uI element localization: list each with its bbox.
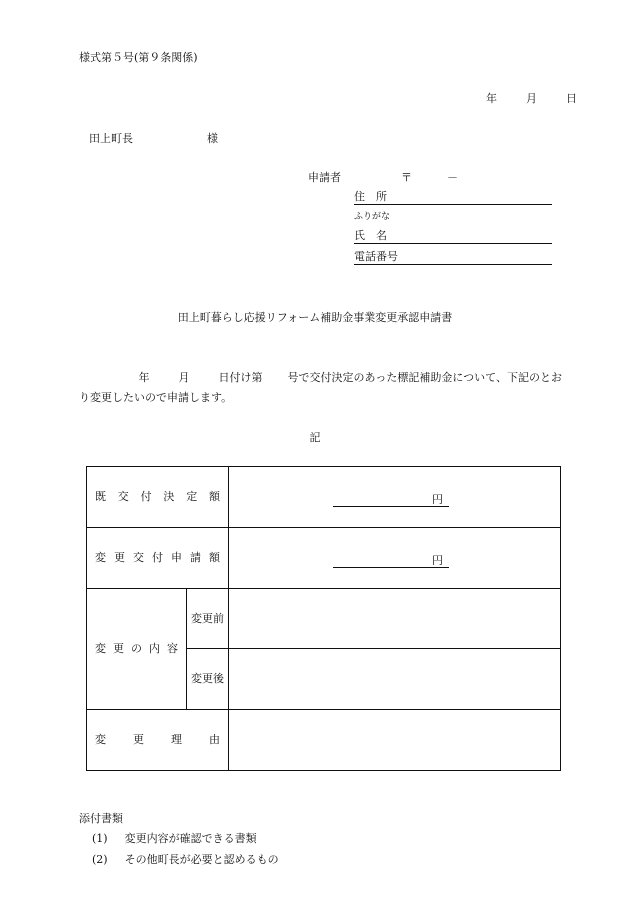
date-line <box>486 92 577 105</box>
phone-field[interactable] <box>354 250 552 265</box>
decided-amount-line <box>333 493 449 507</box>
change-after-label: 変更後 <box>187 649 229 710</box>
document-title: 田上町暮らし応援リフォーム補助金事業変更承認申請書 <box>177 311 453 324</box>
decided-amount-cell[interactable] <box>229 467 561 528</box>
body-month: 月 <box>178 371 190 384</box>
form-number: 様式第５号(第９条関係) <box>79 51 198 64</box>
body-year: 年 <box>138 371 150 384</box>
row-change-amount <box>87 528 561 589</box>
addressee-suffix: 様 <box>207 132 218 145</box>
date-month: 月 <box>526 92 537 105</box>
phone-label: 電話番号 <box>354 249 398 263</box>
applicant-label: 申請者 <box>308 171 341 184</box>
change-table <box>86 466 561 771</box>
change-amount-line <box>333 554 449 568</box>
attachment-num-2: (2) <box>92 853 108 866</box>
change-reason-cell[interactable] <box>229 710 561 771</box>
change-reason-label: 変 更 理 由 <box>87 710 229 771</box>
postal-mark: 〒 <box>401 171 412 184</box>
address-label: 住 所 <box>354 189 387 203</box>
yen-unit-2: 円 <box>432 554 443 567</box>
change-before-label: 変更前 <box>187 589 229 649</box>
attachment-item-2 <box>92 853 279 866</box>
attachment-num-1: (1) <box>92 832 108 845</box>
row-decided-amount <box>87 467 561 528</box>
change-amount-cell[interactable] <box>229 528 561 589</box>
ki-mark: 記 <box>309 431 321 444</box>
body-day-no: 日付け第 <box>218 371 263 384</box>
change-content-label: 変 更 の 内 容 <box>87 589 187 710</box>
name-label: 氏 名 <box>354 228 387 242</box>
postal-dash: － <box>447 171 458 184</box>
attachment-text-1: 変更内容が確認できる書類 <box>124 832 257 845</box>
decided-amount-label: 既 交 付 決 定 額 <box>87 467 229 528</box>
change-after-cell[interactable] <box>229 649 561 710</box>
name-field[interactable] <box>354 229 552 244</box>
change-before-cell[interactable] <box>229 589 561 649</box>
row-change-before <box>87 589 561 649</box>
attachments-heading: 添付書類 <box>79 812 123 825</box>
yen-unit-1: 円 <box>432 493 443 506</box>
date-day: 日 <box>566 92 577 105</box>
body-line-2: り変更したいので申請します。 <box>79 391 233 404</box>
address-field[interactable] <box>354 190 552 205</box>
addressee-name: 田上町長 <box>89 132 133 145</box>
attachment-item-1 <box>92 832 257 845</box>
body-rest: 号で交付決定のあった標記補助金について、下記のとお <box>287 371 562 384</box>
change-amount-label: 変 更 交 付 申 請 額 <box>87 528 229 589</box>
body-line-1 <box>79 371 579 384</box>
furigana-label: ふりがな <box>354 212 391 222</box>
date-year: 年 <box>486 92 497 105</box>
attachment-text-2: その他町長が必要と認めるもの <box>124 853 279 866</box>
row-change-reason <box>87 710 561 771</box>
